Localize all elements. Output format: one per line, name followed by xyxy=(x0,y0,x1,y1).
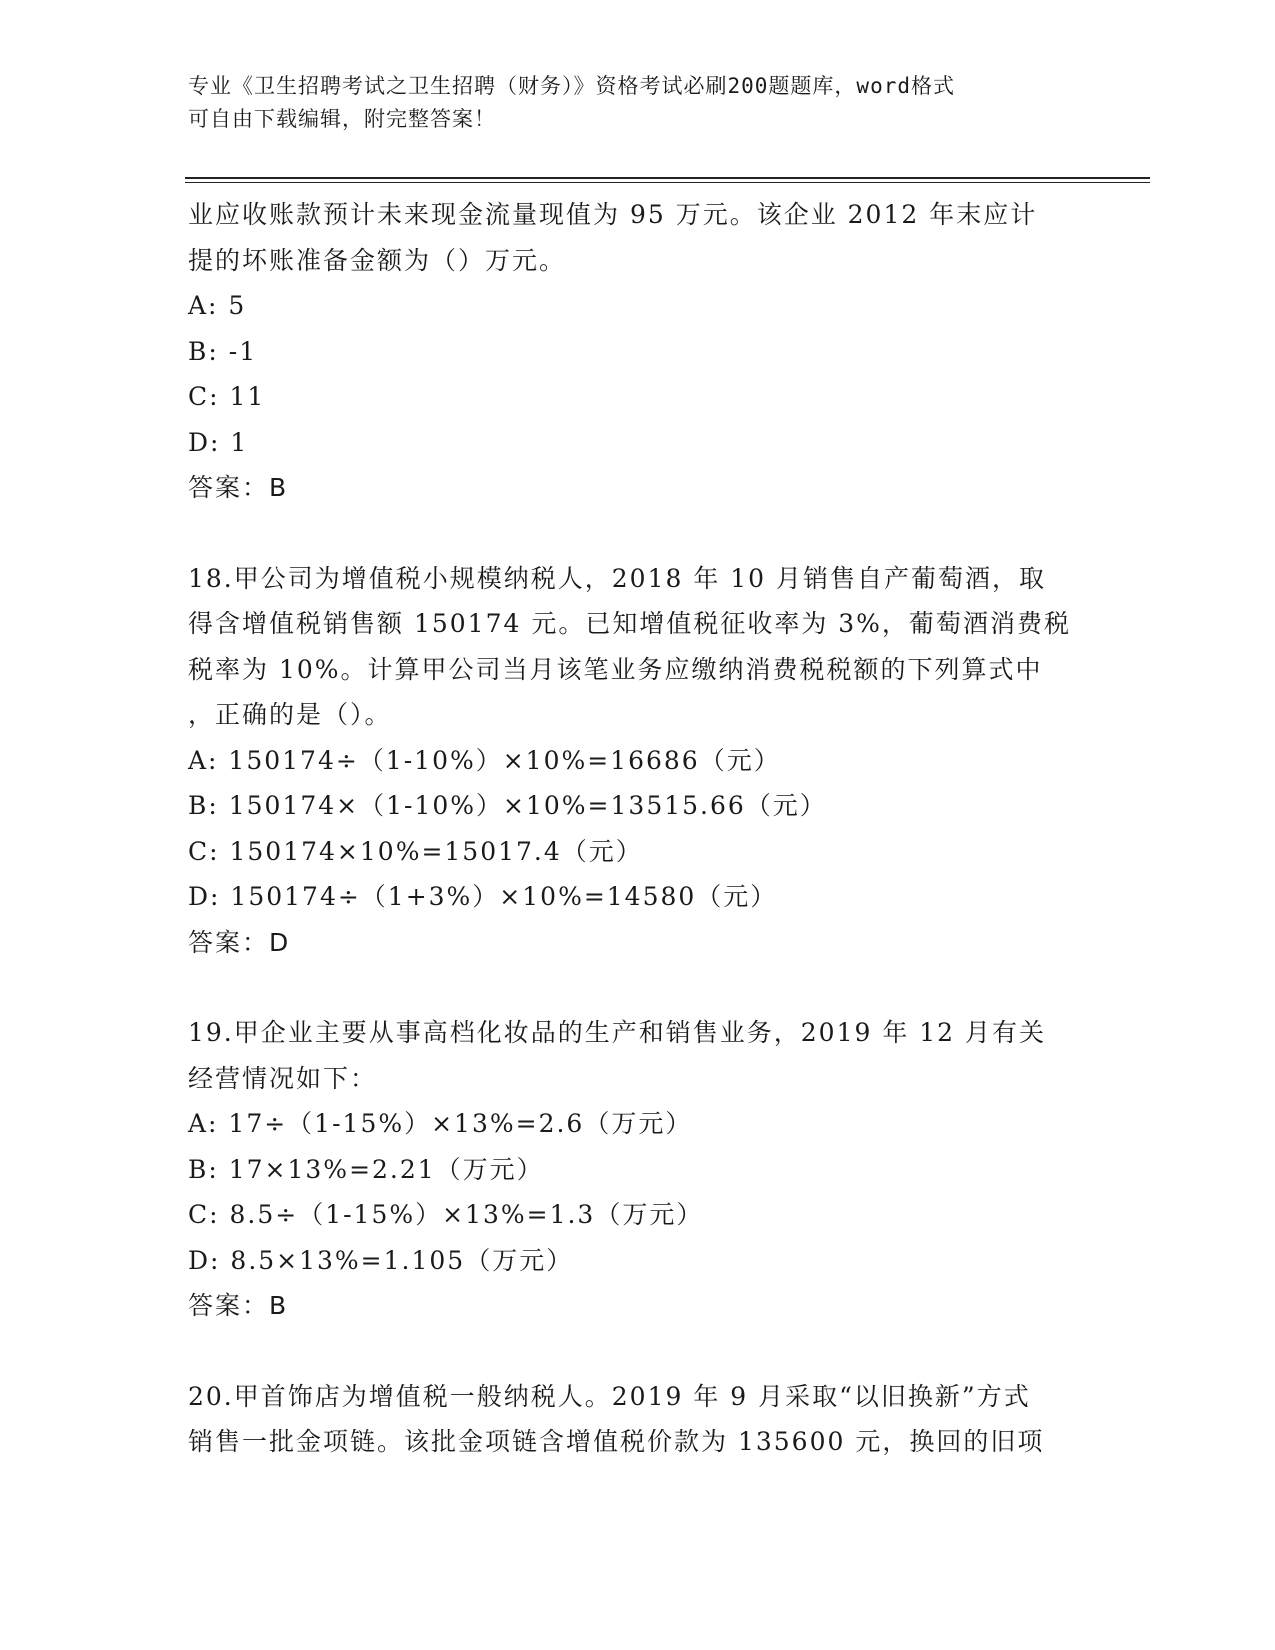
option-b: B: 17×13%=2.21（万元） xyxy=(188,1154,544,1184)
option-b: B: -1 xyxy=(188,336,258,366)
option-c: C: 11 xyxy=(188,382,266,411)
option-c: C: 150174×10%=15017.4（元） xyxy=(188,836,643,866)
option-d: D: 8.5×13%=1.105（万元） xyxy=(188,1245,574,1275)
question-text: 销售一批金项链。该批金项链含增值税价款为 135600 元，换回的旧项 xyxy=(188,1427,1045,1456)
answer: 答案：B xyxy=(188,473,289,502)
header-rule-thin xyxy=(185,182,1150,183)
option-a: A: 5 xyxy=(188,291,247,320)
question-18 xyxy=(188,556,1088,966)
header-line-2: 可自由下载编辑，附完整答案！ xyxy=(188,107,496,131)
question-text: 19.甲企业主要从事高档化妆品的生产和销售业务，2019 年 12 月有关 xyxy=(188,1018,1047,1047)
question-text: 经营情况如下： xyxy=(188,1063,378,1093)
header-rule-thick xyxy=(185,177,1150,179)
option-d: D: 150174÷（1+3%）×10%=14580（元） xyxy=(188,882,778,911)
question-text: 20.甲首饰店为增值税一般纳税人。2019 年 9 月采取“以旧换新”方式 xyxy=(188,1381,1031,1411)
question-17 xyxy=(188,192,1088,511)
document-header xyxy=(188,70,1088,136)
question-text: 提的坏账准备金额为（）万元。 xyxy=(188,245,567,275)
question-text: 业应收账款预计未来现金流量现值为 95 万元。该企业 2012 年末应计 xyxy=(188,200,1038,229)
question-list xyxy=(188,192,1088,1465)
question-20 xyxy=(188,1374,1088,1465)
header-line-1: 专业《卫生招聘考试之卫生招聘（财务）》资格考试必刷200题题库，word格式 xyxy=(188,74,955,98)
option-a: A: 150174÷（1-10%）×10%=16686（元） xyxy=(188,745,781,775)
question-19 xyxy=(188,1010,1088,1329)
option-b: B: 150174×（1-10%）×10%=13515.66（元） xyxy=(188,791,827,820)
question-text: 18.甲公司为增值税小规模纳税人，2018 年 10 月销售自产葡萄酒，取 xyxy=(188,563,1047,593)
option-c: C: 8.5÷（1-15%）×13%=1.3（万元） xyxy=(188,1200,704,1229)
option-d: D: 1 xyxy=(188,427,249,457)
question-text: 税率为 10%。计算甲公司当月该笔业务应缴纳消费税税额的下列算式中 xyxy=(188,654,1043,684)
question-text: ，正确的是（）。 xyxy=(188,700,392,729)
option-a: A: 17÷（1-15%）×13%=2.6（万元） xyxy=(188,1109,693,1138)
answer: 答案：B xyxy=(188,1291,289,1320)
answer: 答案：D xyxy=(188,927,291,957)
question-text: 得含增值税销售额 150174 元。已知增值税征收率为 3%，葡萄酒消费税 xyxy=(188,609,1071,638)
